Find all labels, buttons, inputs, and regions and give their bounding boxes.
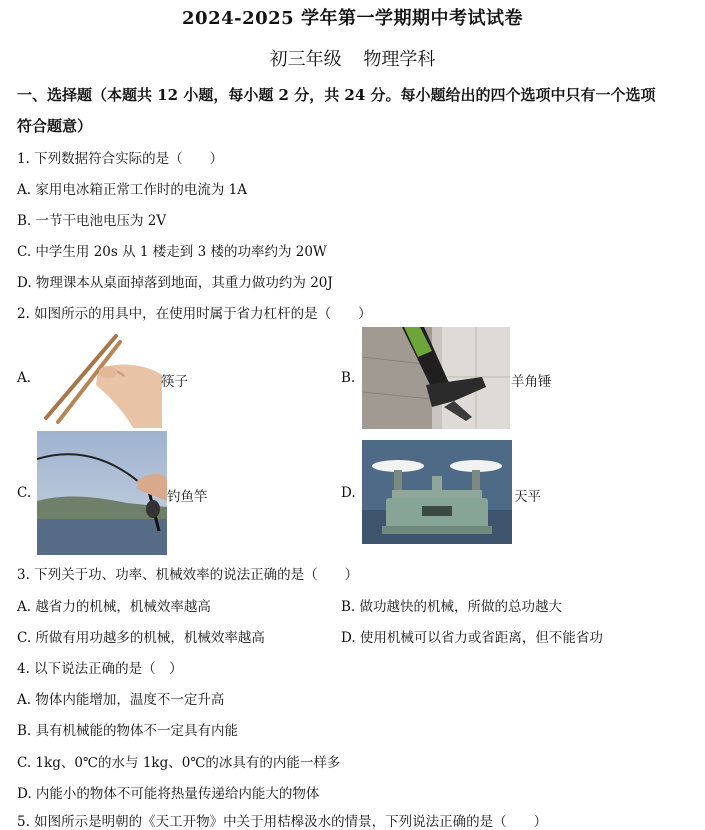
q2-option-b-letter: B. — [341, 370, 356, 386]
q5-stem-partial: 5. 如图所示是明朝的《天工开物》中关于用桔槔汲水的情景，下列说法正确的是（ ） — [17, 814, 548, 830]
q2-option-b-label: 羊角锤 — [511, 374, 552, 390]
q2-option-a-label: 筷子 — [161, 374, 188, 390]
q2-option-c-letter: C. — [17, 485, 32, 501]
q2-option-c-label: 钓鱼竿 — [167, 489, 208, 505]
section-heading-line2: 符合题意） — [17, 117, 93, 135]
q4-option-c: C. 1kg、0℃的水与 1kg、0℃的冰具有的内能一样多 — [17, 755, 341, 771]
q3-option-d: D. 使用机械可以省力或省距离，但不能省功 — [341, 630, 603, 646]
q2-option-d-letter: D. — [341, 485, 356, 501]
q1-option-c: C. 中学生用 20s 从 1 楼走到 3 楼的功率约为 20W — [17, 244, 327, 260]
subject-label: 物理学科 — [363, 49, 436, 70]
q2-option-a-letter: A. — [17, 370, 32, 386]
balance-scale-image — [362, 440, 512, 544]
section-heading-line1: 一、选择题（本题共 12 小题，每小题 2 分，共 24 分。每小题给出的四个选项中只有一个选项 — [17, 86, 656, 104]
q1-option-d: D. 物理课本从桌面掉落到地面，其重力做功约为 20J — [17, 275, 333, 291]
q1-option-b: B. 一节干电池电压为 2V — [17, 213, 167, 229]
q1-stem: 1. 下列数据符合实际的是（ ） — [17, 151, 224, 167]
q3-stem: 3. 下列关于功、功率、机械效率的说法正确的是（ ） — [17, 567, 359, 583]
q4-option-b: B. 具有机械能的物体不一定具有内能 — [17, 723, 239, 739]
exam-title: 2024-2025 学年第一学期期中考试试卷 — [182, 8, 523, 29]
q3-option-b: B. 做功越快的机械，所做的总功越大 — [341, 599, 563, 615]
claw-hammer-image — [362, 327, 510, 429]
q2-stem: 2. 如图所示的用具中，在使用时属于省力杠杆的是（ ） — [17, 306, 372, 322]
q1-option-a: A. 家用电冰箱正常工作时的电流为 1A — [17, 182, 247, 198]
q3-option-a: A. 越省力的机械，机械效率越高 — [17, 599, 211, 615]
q4-option-d: D. 内能小的物体不可能将热量传递给内能大的物体 — [17, 786, 320, 802]
chopsticks-image — [38, 330, 162, 428]
q3-option-c: C. 所做有用功越多的机械，机械效率越高 — [17, 630, 265, 646]
q2-option-d-label: 天平 — [514, 489, 541, 505]
exam-subtitle — [0, 45, 705, 71]
q4-stem: 4. 以下说法正确的是（ ） — [17, 661, 183, 677]
grade-label: 初三年级 — [269, 49, 342, 70]
q4-option-a: A. 物体内能增加，温度不一定升高 — [17, 692, 225, 708]
fishing-rod-image — [37, 431, 167, 555]
